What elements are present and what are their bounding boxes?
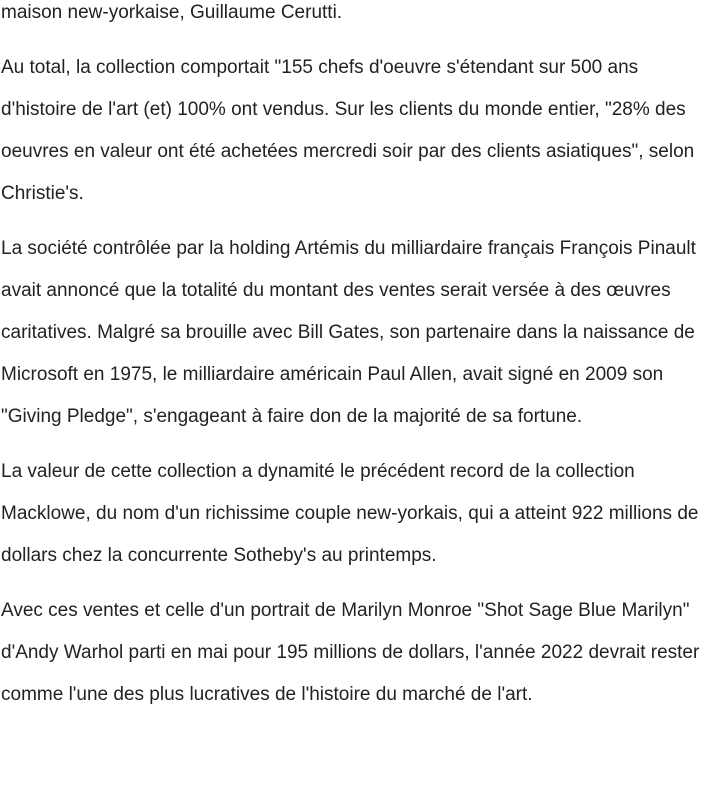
paragraph-3: La société contrôlée par la holding Artémis du milliardaire français François Pinault avait annoncé que la totalité du montant des ventes serait versée à des œuvres caritatives. Malgré sa brouille avec Bill Gates, son partenaire dans la naissance de Microsoft en 1975, le milliardaire américain Paul Allen, avait signé en 2009 son "Giving Pledge", s'engageant à faire don de la majorité de sa fortune. bbox=[1, 238, 696, 427]
article-body bbox=[1, 0, 713, 729]
paragraph-4: La valeur de cette collection a dynamité le précédent record de la collection Macklowe, du nom d'un richissime couple new-yorkais, qui a atteint 922 millions de dollars chez la concurrente Sotheby's au printemps. bbox=[1, 461, 699, 566]
paragraph-1: maison new-yorkaise, Guillaume Cerutti. bbox=[1, 2, 343, 23]
paragraph-2: Au total, la collection comportait "155 chefs d'oeuvre s'étendant sur 500 ans d'histoire de l'art (et) 100% ont vendus. Sur les clients du monde entier, "28% des oeuvres en valeur ont été achetées mercredi soir par des clients asiatiques", selon Christie's. bbox=[1, 57, 695, 204]
paragraph-5: Avec ces ventes et celle d'un portrait de Marilyn Monroe "Shot Sage Blue Marilyn" d'Andy Warhol parti en mai pour 195 millions de dollars, l'année 2022 devrait rester comme l'une des plus lucratives de l'histoire du marché de l'art. bbox=[1, 600, 700, 705]
